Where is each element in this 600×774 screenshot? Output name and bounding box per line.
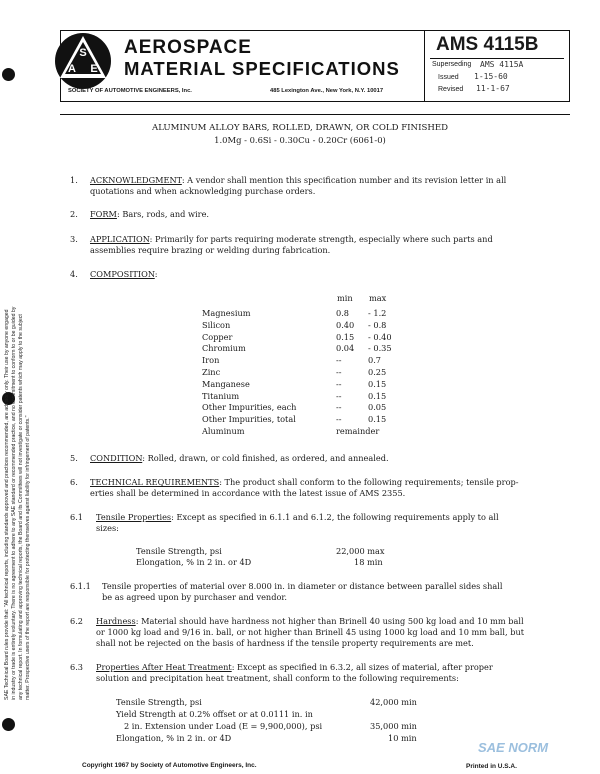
- section-6-1-1-number: 6.1.1: [70, 581, 91, 591]
- section-3-text: : Primarily for parts requiring moderate strength, especially where such parts and: [149, 234, 493, 244]
- composition-min: --: [336, 378, 342, 389]
- section-6-heading: TECHNICAL REQUIREMENTS: [90, 477, 220, 487]
- section-4-number: 4.: [70, 269, 78, 279]
- composition-min: --: [336, 414, 342, 425]
- composition-max: 0.7: [368, 355, 382, 366]
- composition-min: remainder: [336, 425, 380, 436]
- section-6-2-number: 6.2: [70, 616, 84, 626]
- composition-min: --: [336, 390, 342, 401]
- svg-text:E: E: [90, 63, 98, 75]
- superseding-value: AMS 4115A: [480, 60, 524, 69]
- footer-copyright: Copyright 1967 by Society of Automotive Engineers, Inc.: [82, 762, 257, 769]
- section-1-heading: ACKNOWLEDGMENT: [90, 175, 182, 185]
- section-2-text: : Bars, rods, and wire.: [116, 209, 210, 219]
- section-6-line-1: [90, 477, 519, 488]
- section-6-2-heading: Hardness: [96, 616, 136, 626]
- side-notice-line-2: in industry or trade is entirely voluntary. There is no agreement to adhere to any SAE standard or recommended practice, and no commitment to conform to or be guided by: [11, 306, 17, 700]
- section-2-heading: FORM: [90, 209, 117, 219]
- elongation-value: 18 min: [354, 557, 383, 567]
- section-2-number: 2.: [70, 209, 78, 219]
- section-3-number: 3.: [70, 234, 78, 244]
- spec-number: AMS 4115B: [436, 34, 539, 55]
- composition-max: 0.15: [368, 390, 387, 401]
- composition-element: Other Impurities, total: [202, 414, 296, 425]
- issued-label: Issued: [438, 74, 459, 81]
- section-6-3-text: : Except as specified in 6.3.2, all sizes of material, after proper: [231, 662, 493, 672]
- ht-yield-strength-value: 35,000 min: [370, 721, 417, 731]
- composition-row: [202, 379, 392, 391]
- section-6-3-number: 6.3: [70, 662, 84, 672]
- composition-element: Iron: [202, 355, 220, 366]
- section-6-number: 6.: [70, 477, 78, 487]
- ht-tensile-strength-value: 42,000 min: [370, 697, 417, 707]
- spec-divider: [430, 58, 564, 59]
- section-5-heading: CONDITION: [90, 453, 143, 463]
- ht-elongation-label: Elongation, % in 2 in. or 4D: [116, 733, 232, 743]
- svg-text:A: A: [68, 63, 76, 75]
- composition-row: [202, 414, 392, 426]
- tensile-strength-value: 22,000 max: [336, 546, 385, 556]
- section-6-line-2: erties shall be determined in accordance with the latest issue of AMS 2355.: [90, 488, 406, 498]
- ht-tensile-strength-label: Tensile Strength, psi: [116, 697, 202, 707]
- composition-max: - 0.35: [368, 343, 392, 354]
- section-6-2-text: : Material should have hardness not higher than Brinell 40 using 500 kg load and 10 mm ball: [135, 616, 524, 626]
- composition-element: Zinc: [202, 366, 221, 377]
- composition-element: Aluminum: [202, 425, 245, 436]
- section-5-text: : Rolled, drawn, or cold finished, as ordered, and annealed.: [142, 453, 389, 463]
- side-notice: [0, 140, 44, 700]
- composition-max: 0.15: [368, 378, 387, 389]
- composition-min: --: [336, 402, 342, 413]
- side-notice-line-3: any technical report. In formulating and approving technical reports, the Board and its Committees will not investigate or consider patents which may apply to the subject: [18, 314, 24, 700]
- footer-printed: Printed in U.S.A.: [466, 763, 517, 770]
- composition-max: - 0.40: [368, 331, 392, 342]
- section-3-line-1: [90, 234, 493, 245]
- society-address: 485 Lexington Ave., New York, N.Y. 10017: [270, 88, 384, 94]
- binder-hole-top: [2, 68, 15, 81]
- composition-element: Chromium: [202, 343, 246, 354]
- section-3-line-2: assemblies require brazing or welding during fabrication.: [90, 245, 331, 255]
- section-3-heading: APPLICATION: [90, 234, 150, 244]
- doc-subtitle: 1.0Mg - 0.6Si - 0.30Cu - 0.20Cr (6061-0): [214, 135, 386, 145]
- section-4-colon: :: [154, 269, 158, 279]
- composition-min: 0.04: [336, 343, 355, 354]
- composition-min-header: min: [337, 293, 353, 303]
- composition-max-header: max: [369, 293, 387, 303]
- composition-row: [202, 332, 392, 344]
- composition-element: Titanium: [202, 390, 240, 401]
- composition-min: --: [336, 355, 342, 366]
- society-name: SOCIETY OF AUTOMOTIVE ENGINEERS, Inc.: [68, 88, 192, 94]
- revised-value: 11-1-67: [476, 84, 510, 93]
- composition-row: [202, 402, 392, 414]
- section-6-3-heading: Properties After Heat Treatment: [96, 662, 232, 672]
- composition-max: 0.15: [368, 414, 387, 425]
- section-6-1-heading: Tensile Properties: [96, 512, 172, 522]
- side-notice-line-4: matter. Prospective users of the report are responsible for protecting themselves against liability for infringement of patents.": [25, 415, 31, 700]
- section-1-text: : A vendor shall mention this specification number and its revision letter in all: [181, 175, 507, 185]
- composition-row: [202, 391, 392, 403]
- section-6-1-text: : Except as specified in 6.1.1 and 6.1.2, the following requirements apply to all: [171, 512, 499, 522]
- section-6-1-1-line-1: Tensile properties of material over 8.000 in. in diameter or distance between parallel sides shall: [102, 581, 503, 591]
- binder-hole-bottom: [2, 718, 15, 731]
- header-title-line2: MATERIAL SPECIFICATIONS: [124, 58, 400, 79]
- composition-row: [202, 367, 392, 379]
- section-6-3-line-1: [96, 662, 493, 673]
- section-6-text: : The product shall conform to the following requirements; tensile prop-: [219, 477, 519, 487]
- composition-min: 0.40: [336, 319, 355, 330]
- section-2-line-1: [90, 209, 209, 220]
- section-6-1-line-2: sizes:: [96, 523, 119, 533]
- composition-table: [202, 308, 392, 438]
- composition-element: Other Impurities, each: [202, 402, 297, 413]
- side-notice-line-1: SAE Technical Board rules provide that: "All technical reports, including standards approved and practices recommended, are advisory only. Their use by anyone engaged: [4, 309, 10, 700]
- doc-title: ALUMINUM ALLOY BARS, ROLLED, DRAWN, OR COLD FINISHED: [151, 123, 449, 133]
- composition-element: Magnesium: [202, 308, 251, 318]
- section-1-line-1: [90, 175, 506, 186]
- section-6-1-number: 6.1: [70, 512, 84, 522]
- section-4-line-1: [90, 269, 157, 280]
- superseding-label: Superseding: [432, 61, 472, 68]
- composition-row: [202, 320, 392, 332]
- section-1-line-2: quotations and when acknowledging purchase orders.: [90, 186, 316, 196]
- composition-max: - 1.2: [368, 308, 387, 318]
- header-rule: [60, 114, 570, 115]
- section-6-1-1-line-2: be as agreed upon by purchaser and vendor.: [102, 592, 287, 602]
- section-6-2-line-1: [96, 616, 524, 627]
- section-1-number: 1.: [70, 175, 78, 185]
- section-6-1-line-1: [96, 512, 499, 523]
- revised-label: Revised: [438, 86, 464, 93]
- ht-elongation-value: 10 min: [388, 733, 417, 743]
- section-6-2-line-3: shall not be rejected on the basis of hardness if the tensile property requirements are met.: [96, 638, 474, 648]
- composition-element: Copper: [202, 331, 233, 342]
- svg-text:S: S: [79, 47, 87, 59]
- section-6-2-line-2: or 1000 kg load and 9/16 in. ball, or not higher than Brinell 45 using 1000 kg load and 10 mm ball, but: [96, 627, 525, 637]
- section-6-3-line-2: solution and precipitation heat treatment, shall conform to the following requirements:: [96, 673, 459, 683]
- composition-row: [202, 426, 392, 438]
- section-4-heading: COMPOSITION: [90, 269, 155, 279]
- composition-row: [202, 308, 392, 320]
- composition-min: 0.8: [336, 308, 350, 318]
- ht-yield-strength-label: Yield Strength at 0.2% offset or at 0.0111 in. in: [116, 709, 313, 719]
- composition-min: 0.15: [336, 331, 355, 342]
- composition-row: [202, 343, 392, 355]
- composition-max: - 0.8: [368, 319, 387, 330]
- header-title-line1: AEROSPACE: [124, 37, 252, 58]
- composition-max: 0.25: [368, 366, 387, 377]
- tensile-strength-label: Tensile Strength, psi: [136, 546, 222, 556]
- sae-logo: [54, 32, 112, 90]
- composition-element: Silicon: [202, 319, 231, 330]
- section-5-number: 5.: [70, 453, 78, 463]
- issued-value: 1-15-60: [474, 72, 508, 81]
- sae-norm-watermark-text: SAE NORM: [478, 740, 549, 755]
- composition-min: --: [336, 366, 342, 377]
- composition-element: Manganese: [202, 378, 250, 389]
- sae-norm-watermark: [478, 740, 596, 770]
- elongation-label: Elongation, % in 2 in. or 4D: [136, 557, 252, 567]
- composition-row: [202, 355, 392, 367]
- section-5-line-1: [90, 453, 389, 464]
- ht-extension-label: 2 in. Extension under Load (E = 9,900,000), psi: [124, 721, 323, 731]
- composition-max: 0.05: [368, 402, 387, 413]
